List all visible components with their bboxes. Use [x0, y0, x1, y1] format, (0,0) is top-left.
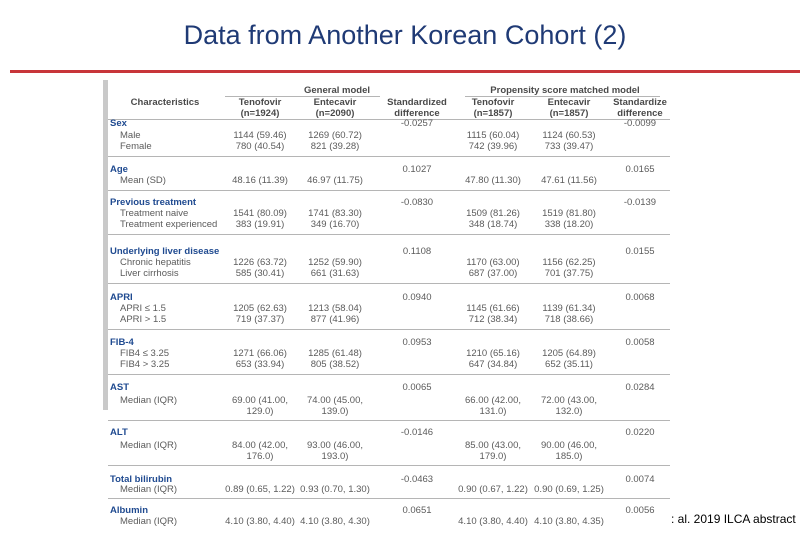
etv-psm: 4.10 (3.80, 4.35) [534, 516, 604, 527]
etv-general: 821 (39.28) [310, 141, 360, 152]
row-label: APRI ≤ 1.5 [120, 303, 166, 314]
std-psm: 0.0284 [625, 382, 655, 393]
tdf-psm: 712 (38.34) [468, 314, 518, 325]
row-divider [108, 420, 670, 421]
tdf-psm: 85.00 (43.00, [465, 440, 521, 451]
col-std-psm: Standardize [613, 97, 667, 108]
row-label: Male [120, 130, 141, 141]
std-psm: -0.0099 [623, 118, 657, 129]
etv-psm: 733 (39.47) [544, 141, 594, 152]
tdf-psm: 4.10 (3.80, 4.40) [458, 516, 528, 527]
row-divider [108, 156, 670, 157]
row-divider [108, 234, 670, 235]
row-label: FIB-4 [110, 337, 134, 348]
tdf-psm: 1170 (63.00) [466, 257, 520, 268]
row-label: Sex [110, 118, 127, 129]
tdf-general: 383 (19.91) [235, 219, 285, 230]
etv-psm: 132.0) [555, 406, 583, 417]
etv-general: 4.10 (3.80, 4.30) [300, 516, 370, 527]
row-label: Treatment experienced [120, 219, 218, 230]
std-psm: 0.0074 [625, 474, 655, 485]
etv-psm: 1519 (81.80) [542, 208, 596, 219]
col-tenofovir-psm-n: (n=1857) [473, 108, 513, 119]
std-general: 0.0065 [402, 382, 432, 393]
etv-general: 0.93 (0.70, 1.30) [300, 484, 370, 495]
tdf-general: 176.0) [246, 451, 274, 462]
std-psm: 0.0220 [625, 427, 655, 438]
tdf-psm: 131.0) [479, 406, 507, 417]
col-characteristics: Characteristics [130, 97, 200, 108]
row-divider [108, 465, 670, 466]
std-general: 0.0651 [402, 505, 432, 516]
etv-psm: 0.90 (0.69, 1.25) [534, 484, 604, 495]
col-std-general: Standardized [387, 97, 447, 108]
tdf-general: 653 (33.94) [235, 359, 285, 370]
psm-model-header: Propensity score matched model [490, 85, 640, 96]
row-label: ALT [110, 427, 128, 438]
etv-psm: 47.61 (11.56) [541, 175, 597, 186]
row-label: Median (IQR) [120, 516, 178, 527]
etv-psm: 1156 (62.25) [542, 257, 596, 268]
std-general: -0.0146 [400, 427, 434, 438]
table-left-edge [103, 80, 108, 410]
row-divider [108, 498, 670, 499]
etv-general: 349 (16.70) [310, 219, 360, 230]
etv-psm: 701 (37.75) [544, 268, 594, 279]
tdf-psm: 687 (37.00) [468, 268, 518, 279]
etv-psm: 90.00 (46.00, [541, 440, 597, 451]
tdf-general: 48.16 (11.39) [232, 175, 288, 186]
tdf-general: 84.00 (42.00, [232, 440, 288, 451]
etv-psm: 1124 (60.53) [542, 130, 596, 141]
tdf-psm: 66.00 (42.00, [465, 395, 521, 406]
etv-general: 805 (38.52) [310, 359, 360, 370]
etv-psm: 718 (38.66) [544, 314, 594, 325]
std-general: 0.1108 [402, 246, 432, 257]
etv-psm: 1205 (64.89) [542, 348, 596, 359]
std-general: -0.0463 [400, 474, 434, 485]
row-label: Previous treatment [110, 197, 197, 208]
etv-psm: 1139 (61.34) [542, 303, 596, 314]
std-psm: 0.0058 [625, 337, 655, 348]
std-general: -0.0257 [400, 118, 434, 129]
citation: : al. 2019 ILCA abstract [671, 512, 796, 526]
general-model-header: General model [304, 85, 370, 96]
row-label: Underlying liver disease [110, 246, 220, 257]
col-tenofovir-general: Tenofovir [238, 97, 282, 108]
title-divider [10, 70, 800, 73]
row-label: APRI [110, 292, 133, 303]
std-general: 0.0940 [402, 292, 432, 303]
tdf-general: 1205 (62.63) [233, 303, 287, 314]
col-entecavir-psm-n: (n=1857) [549, 108, 589, 119]
row-divider [108, 329, 670, 330]
std-general: 0.1027 [402, 164, 432, 175]
tdf-general: 4.10 (3.80, 4.40) [225, 516, 295, 527]
row-divider [108, 190, 670, 191]
etv-general: 1252 (59.90) [308, 257, 362, 268]
tdf-general: 1226 (63.72) [233, 257, 287, 268]
std-general: -0.0830 [400, 197, 434, 208]
col-tenofovir-general-n: (n=1924) [240, 108, 280, 119]
col-entecavir-general-n: (n=2090) [315, 108, 355, 119]
etv-psm: 72.00 (43.00, [541, 395, 597, 406]
row-label: Median (IQR) [120, 395, 178, 406]
tdf-general: 1541 (80.09) [233, 208, 287, 219]
std-psm: 0.0068 [625, 292, 655, 303]
std-psm: -0.0139 [623, 197, 657, 208]
row-label: FIB4 ≤ 3.25 [120, 348, 170, 359]
row-divider [108, 374, 670, 375]
etv-general: 1213 (58.04) [308, 303, 362, 314]
tdf-psm: 647 (34.84) [468, 359, 518, 370]
row-label: Chronic hepatitis [120, 257, 191, 268]
tdf-psm: 348 (18.74) [468, 219, 518, 230]
etv-general: 74.00 (45.00, [307, 395, 363, 406]
etv-psm: 338 (18.20) [544, 219, 594, 230]
std-psm: 0.0155 [625, 246, 655, 257]
row-label: Median (IQR) [120, 440, 178, 451]
etv-psm: 652 (35.11) [545, 359, 593, 370]
std-psm: 0.0165 [625, 164, 655, 175]
std-general: 0.0953 [402, 337, 432, 348]
col-tenofovir-psm: Tenofovir [471, 97, 515, 108]
row-label: Total bilirubin [110, 474, 173, 485]
etv-psm: 185.0) [555, 451, 583, 462]
etv-general: 93.00 (46.00, [307, 440, 363, 451]
etv-general: 1285 (61.48) [308, 348, 362, 359]
slide-title: Data from Another Korean Cohort (2) [183, 20, 627, 50]
tdf-psm: 1145 (61.66) [466, 303, 520, 314]
row-label: Median (IQR) [120, 484, 178, 495]
col-std-general-2: difference [394, 108, 440, 119]
row-label: Albumin [110, 505, 148, 516]
row-label: Age [110, 164, 128, 175]
tdf-general: 0.89 (0.65, 1.22) [225, 484, 295, 495]
tdf-psm: 742 (39.96) [468, 141, 518, 152]
etv-general: 1741 (83.30) [308, 208, 362, 219]
tdf-psm: 179.0) [479, 451, 507, 462]
tdf-general: 129.0) [246, 406, 274, 417]
tdf-general: 780 (40.54) [235, 141, 285, 152]
tdf-general: 585 (30.41) [235, 268, 285, 279]
tdf-psm: 1210 (65.16) [466, 348, 520, 359]
row-divider [108, 283, 670, 284]
col-entecavir-psm: Entecavir [547, 97, 591, 108]
col-std-psm-2: difference [617, 108, 663, 119]
etv-general: 877 (41.96) [310, 314, 360, 325]
row-label: APRI > 1.5 [120, 314, 167, 325]
tdf-general: 1271 (66.06) [233, 348, 287, 359]
etv-general: 1269 (60.72) [308, 130, 362, 141]
row-label: FIB4 > 3.25 [120, 359, 170, 370]
etv-general: 46.97 (11.75) [307, 175, 363, 186]
row-label: Liver cirrhosis [120, 268, 179, 279]
col-entecavir-general: Entecavir [313, 97, 357, 108]
tdf-psm: 0.90 (0.67, 1.22) [458, 484, 528, 495]
tdf-general: 719 (37.37) [235, 314, 285, 325]
row-label: Treatment naive [120, 208, 189, 219]
etv-general: 139.0) [321, 406, 349, 417]
std-psm: 0.0056 [625, 505, 655, 516]
tdf-psm: 47.80 (11.30) [465, 175, 521, 186]
tdf-general: 69.00 (41.00, [232, 395, 288, 406]
row-label: Female [120, 141, 152, 152]
etv-general: 193.0) [321, 451, 349, 462]
tdf-psm: 1509 (81.26) [466, 208, 520, 219]
etv-general: 661 (31.63) [310, 268, 360, 279]
tdf-general: 1144 (59.46) [233, 130, 287, 141]
row-label: Mean (SD) [120, 175, 166, 186]
tdf-psm: 1115 (60.04) [466, 130, 520, 141]
row-label: AST [110, 382, 129, 393]
